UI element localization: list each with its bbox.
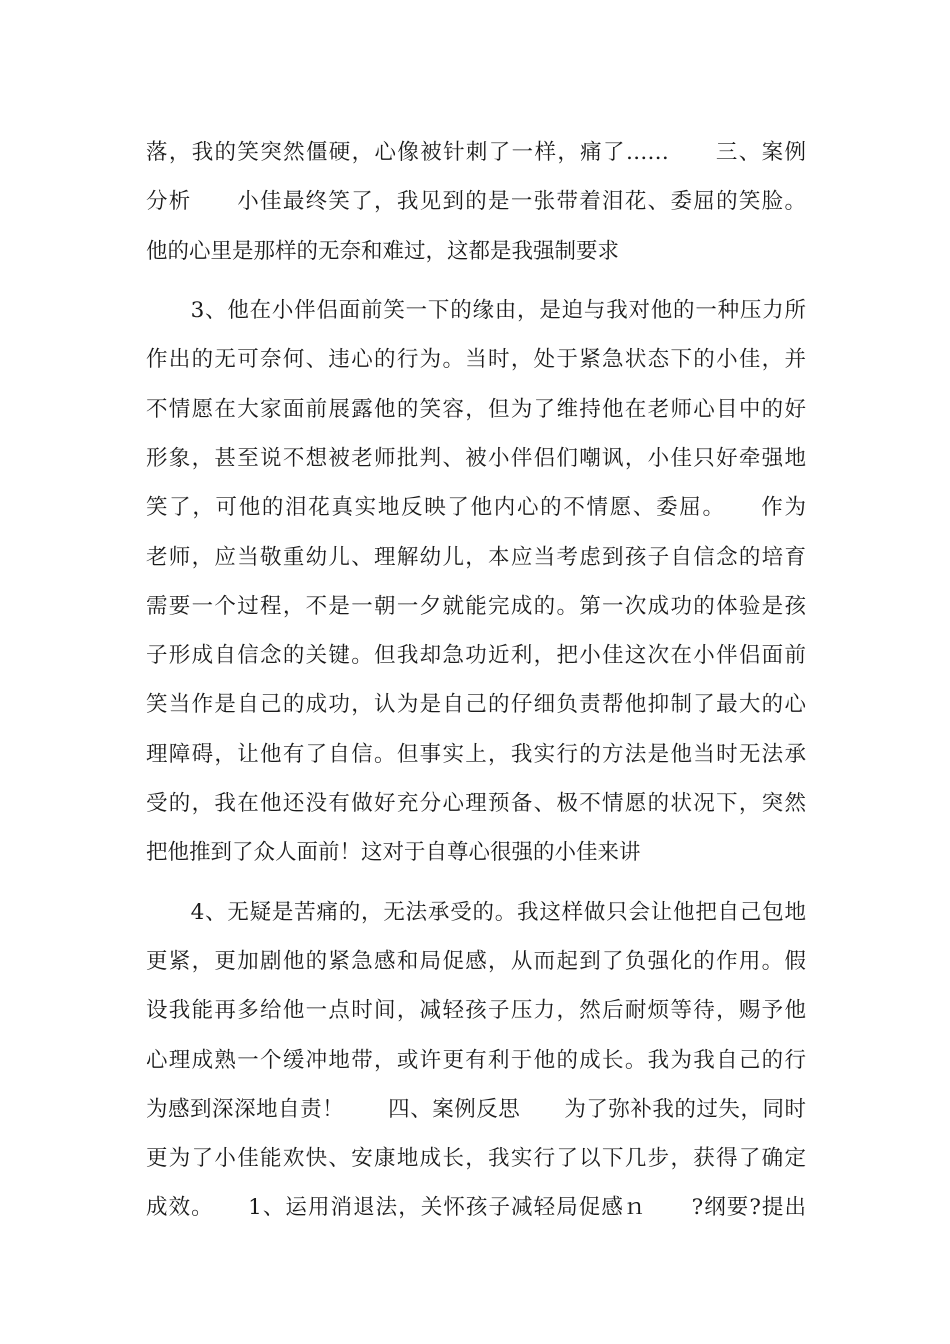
text-line: 老师，应当敬重幼儿、理解幼儿，本应当考虑到孩子自信念的培育 (146, 545, 806, 570)
text-line: 心理成熟一个缓冲地带，或许更有利于他的成长。我为我自己的行 (146, 1048, 806, 1073)
text-line: 更为了小佳能欢快、安康地成长，我实行了以下几步，获得了确定 (146, 1146, 806, 1171)
text-line: 形象，甚至说不想被老师批判、被小伴侣们嘲讽，小佳只好牵强地 (146, 446, 806, 471)
text-line: 设我能再多给他一点时间，减轻孩子压力，然后耐烦等待，赐予他 (146, 998, 806, 1023)
text-line: 分析 小佳最终笑了，我见到的是一张带着泪花、委屈的笑脸。 (146, 189, 806, 214)
text-line: 3、他在小伴侣面前笑一下的缘由，是迫与我对他的一种压力所 (146, 298, 806, 323)
text-line: 子形成自信念的关键。但我却急功近利，把小佳这次在小伴侣面前 (146, 643, 806, 668)
text-line: 理障碍，让他有了自信。但事实上，我实行的方法是他当时无法承 (146, 742, 806, 767)
text-line: 笑了，可他的泪花真实地反映了他内心的不情愿、委屈。 作为 (146, 495, 806, 520)
text-line: 落，我的笑突然僵硬，心像被针刺了一样，痛了…… 三、案例 (146, 140, 806, 165)
text-line: 更紧，更加剧他的紧急感和局促感，从而起到了负强化的作用。假 (146, 949, 806, 974)
text-line: 他的心里是那样的无奈和难过，这都是我强制要求 (146, 239, 620, 264)
text-line: 把他推到了众人面前！这对于自尊心很强的小佳来讲 (146, 840, 641, 865)
text-line: 不情愿在大家面前展露他的笑容，但为了维持他在老师心目中的好 (146, 397, 806, 422)
text-line: 受的，我在他还没有做好充分心理预备、极不情愿的状况下，突然 (146, 791, 806, 816)
text-line: 4、无疑是苦痛的，无法承受的。我这样做只会让他把自己包地 (146, 900, 806, 925)
text-line: 笑当作是自己的成功，认为是自己的仔细负责帮他抑制了最大的心 (146, 692, 806, 717)
text-line: 为感到深深地自责！ 四、案例反思 为了弥补我的过失，同时 (146, 1097, 806, 1122)
text-line: 成效。 1、运用消退法，关怀孩子减轻局促感ｎ ?纲要?提出 (146, 1195, 806, 1220)
text-line: 作出的无可奈何、违心的行为。当时，处于紧急状态下的小佳，并 (146, 347, 806, 372)
text-line: 需要一个过程，不是一朝一夕就能完成的。第一次成功的体验是孩 (146, 594, 806, 619)
